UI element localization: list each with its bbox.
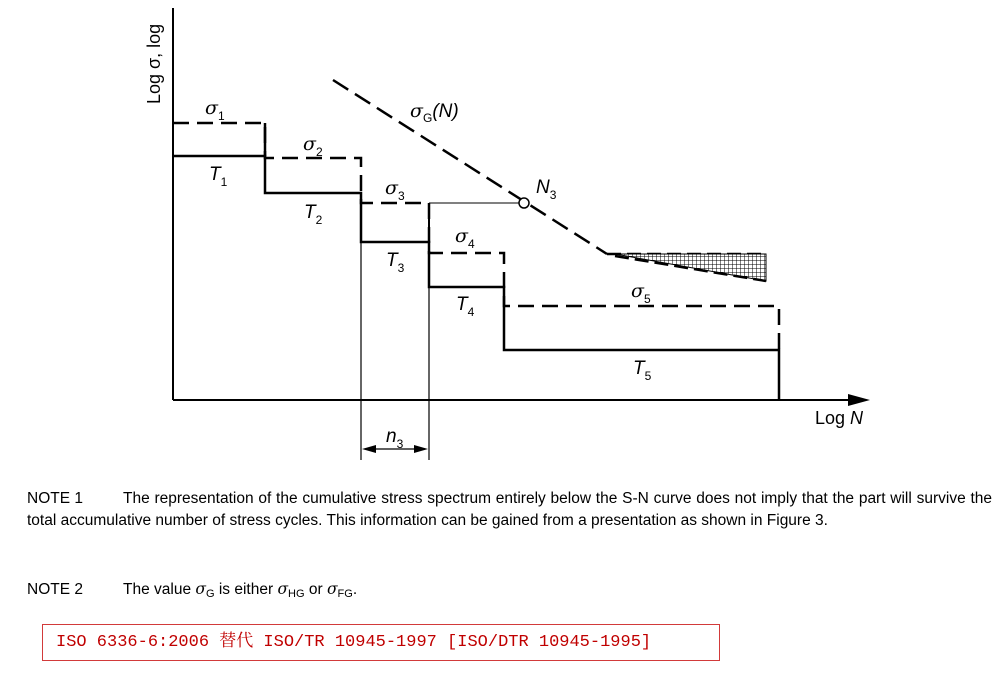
note-2-heading: NOTE 2 (27, 581, 83, 598)
note-1-text: The representation of the cumulative stress spectrum entirely below the S-N curve does not imply that the part will survive the total accumulative number of stress cycles. This information can be gained from a presentation as shown in Figure 3. (27, 490, 992, 529)
t-1-label: $T_1$ (209, 164, 228, 189)
note-2-text-pre: The value (123, 581, 196, 598)
sigma-1-label: $\sigma_1$ (205, 97, 225, 123)
t-3-label: $T_3$ (386, 250, 405, 275)
torque-spectrum-steps (173, 156, 779, 400)
sigma-2-label: $\sigma_2$ (303, 133, 323, 159)
stress-spectrum-steps (173, 123, 779, 350)
x-axis-label: Log N (815, 408, 864, 428)
sigma-g-symbol: σ (195, 580, 206, 598)
n3-intersection-marker (519, 198, 529, 208)
note-1 (27, 488, 992, 532)
standard-reference-text: ISO 6336-6:2006 替代 ISO/TR 10945-1997 [ISO/DTR 10945-1995] (56, 633, 652, 652)
sigma-3-label: $\sigma_3$ (385, 177, 405, 203)
sigma-g-subscript: G (205, 588, 215, 600)
n3-arrowhead-right (414, 445, 428, 453)
n3-arrowhead-left (362, 445, 376, 453)
sigma-fg-subscript: FG (337, 588, 353, 600)
sigma-4-label: $\sigma_4$ (455, 225, 475, 251)
sigma-hg-symbol: σ (277, 580, 289, 598)
note-2-text-or: or (304, 581, 327, 598)
n3-point-label: $N_3$ (536, 177, 557, 202)
sigma-hg-subscript: HG (288, 588, 305, 600)
note-2-text-mid: is either (214, 581, 278, 598)
note-1-heading: NOTE 1 (27, 490, 83, 507)
x-axis-arrowhead (848, 394, 870, 406)
t-4-label: $T_4$ (456, 294, 475, 319)
sn-curve-sloped (333, 80, 607, 254)
n3-interval-label: $n_3$ (386, 426, 404, 451)
sn-curve-label: $\sigma_G(N)$ (410, 100, 459, 125)
sigma-fg-symbol: σ (326, 580, 338, 598)
y-axis-label: Log σ, log (144, 23, 164, 104)
standard-reference-box (42, 624, 720, 661)
note-2 (27, 578, 992, 605)
t-5-label: $T_5$ (633, 358, 652, 383)
t-2-label: $T_2$ (304, 202, 323, 227)
note-2-text-end: . (352, 581, 358, 598)
sigma-5-label: $\sigma_5$ (631, 280, 651, 306)
